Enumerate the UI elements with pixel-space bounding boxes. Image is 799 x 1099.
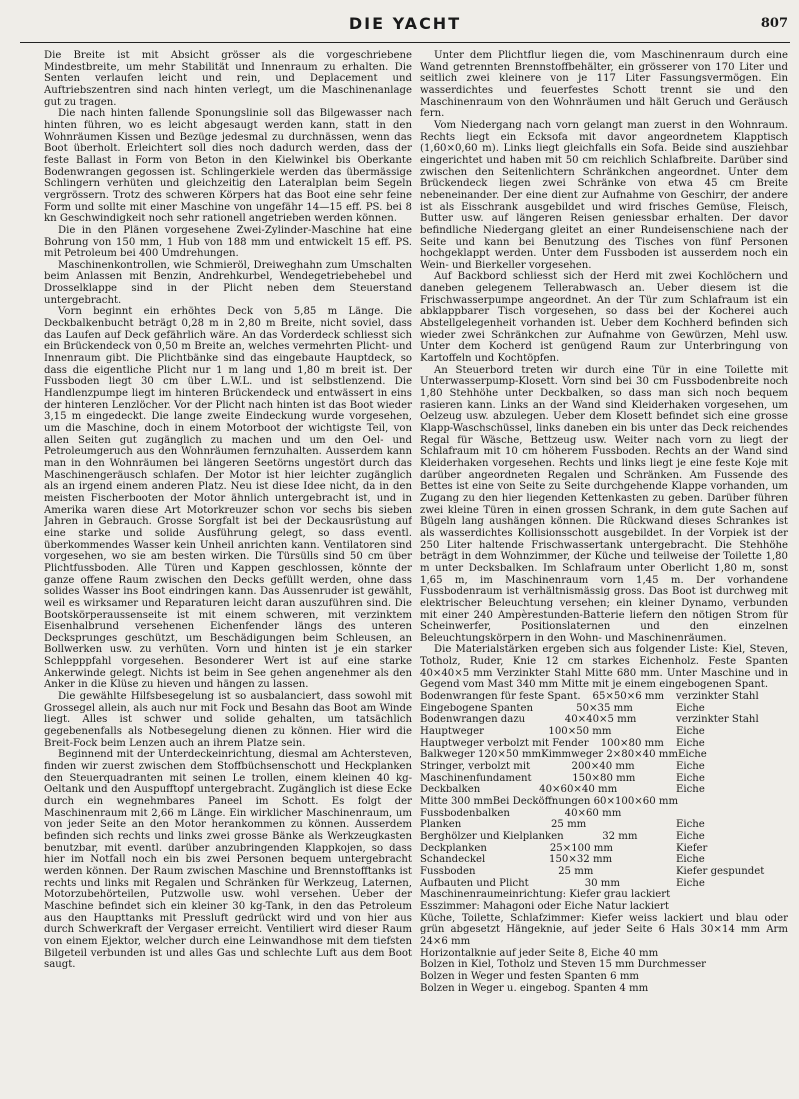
spec-material: Eiche [676,784,705,796]
body-paragraph: Die in den Plänen vorgesehene Zwei-Zylinder-Maschine hat eine Bohrung von 150 mm, 1 Hub von 188 mm und entwickelt 15 eff. PS. mit Petroleum bei 400 Umdrehungen. [44,224,412,260]
body-paragraph: Vorn beginnt ein erhöhtes Deck von 5,85 m Länge. Die Deckbalkenbucht beträgt 0,28 m in 2,80 m Breite, nicht soviel, dass das Laufen auf Deck gefährlich wäre. An das Vorderdeck schliesst sich ein Brückendeck von 0,50 m Breite an, welches vermehrten Plicht- und Innenraum gibt. Die Plichtbänke sind das eingebaute Hauptdeck, so dass die eigentliche Plicht nur 1 m lang und 1,80 m breit ist. Der Fussboden liegt 30 cm über L.W.L. und ist selbstlenzend. Die Handlenzpumpe liegt im hinteren Brückendeck und entwässert in eins der hinteren Lenzlöcher. Vor der Plicht nach hinten ist das Boot wieder 3,15 m eingedeckt. Die lange zweite Eindeckung wurde vorgesehen, um die Maschine, doch in einem Motorboot der wichtigste Teil, von allen Seiten gut zugänglich zu machen und um den Oel- und Petroleumgeruch aus den Wohnräumen fernzuhalten. Ausserdem kann man in den Wohnräumen bei längeren Seetörns ungestört durch das Maschinengeräusch schlafen. Der Motor ist hier leichter zugänglich als an irgend einem anderen Platz. Neu ist diese Idee nicht, da in den meisten Fischerbooten der Motor ähnlich untergebracht ist, und in Amerika waren diese Art Motorkreuzer schon vor sechs bis sieben Jahren in Gebrauch. Grosse Sorgfalt ist bei der Deckausrüstung auf eine starke und solide Ausführung gelegt, so dass eventl. überkommendes Wasser kein Unheil anrichten kann. Ventilatoren sind vorgesehen, wo sie am besten wirken. Die Türsülls sind 50 cm über Plichtfussboden. Alle Türen und Kappen geschlossen, könnte der ganze offene Raum zwischen den Decks gefüllt werden, ohne dass solides Wasser ins Boot eindringen kann. Das Aussenruder ist gewählt, weil es wirksamer und Reparaturen leicht daran auszuführen sind. Die Bootskörperaussenseite ist mit einem schweren, mit verzinktem Eisenhalbrund versehenen Eichenfender längs des unteren Decksprunges geschützt, um Beschädigungen beim Schleusen, an Bollwerken usw. zu verhüten. Vorn und hinten ist je ein starker Schlepppfahl vorgesehen. Besonderer Wert ist auf eine starke Ankerwinde gelegt. Nichts ist beim in See gehen angenehmer als den Anker in die Klüse zu hieven und hängen zu lassen. [44,306,412,691]
spec-row [420,831,788,843]
body-paragraph: An Steuerbord treten wir durch eine Tür in eine Toilette mit Unterwasserpump-Klosett. Vorn sind bei 30 cm Fussbodenbreite noch 1,80 Stehhöhe unter Deckbalken, so dass man sich noch bequem rasieren kann. Links an der Wand sind Kleiderhaken vorgesehen, um Oelzeug usw. abzulegen. Ueber dem Klosett befindet sich eine grosse Klapp-Waschschüssel, links daneben ein bis unter das Deck reichendes Regal für Wäsche, Bettzeug usw. Weiter nach vorn zu liegt der Schlafraum mit 10 cm höherem Fussboden. Rechts an der Wand sind Kleiderhaken vorgesehen. Rechts und links liegt je eine feste Koje mit darüber angeordneten Regalen und Schränken. Am Fussende des Bettes ist eine von Seite zu Seite durchgehende Klappe vorhanden, um Zugang zu den hier liegenden Kettenkasten zu geben. Darüber führen zwei kleine Türen in einen grossen Schrank, in dem gute Sachen auf Bügeln lang aushängen können. Die Rückwand dieses Schrankes ist als wasserdichtes Kollisionsschott ausgebildet. In der Vorpiek ist der 250 Liter haltende Frischwassertank untergebracht. Die Stehhöhe beträgt in dem Wohnzimmer, der Küche und teilweise der Toilette 1,80 m unter Decksbalken. Im Schlafraum unter Oberlicht 1,80 m, sonst 1,65 m, im Maschinenraum vorn 1,45 m. Der vorhandene Fussbodenraum ist verhältnismässig gross. Das Boot ist durchweg mit elektrischer Beleuchtung versehen; ein kleiner Dynamo, verbunden mit einer 240 Ampèrestunden-Batterie liefern den nötigen Strom für Scheinwerfer, Positionslaternen und den einzelnen Beleuchtungskörpern in den Wohn- und Maschinenräumen. [420,364,788,644]
material-spec-list [420,691,788,889]
spec-label: Berghölzer und Kielplanken [420,830,564,842]
spec-material [678,796,788,808]
body-paragraph: Maschinenkontrollen, wie Schmieröl, Dreiweghahn zum Umschalten beim Anlassen mit Benzin, Andrehkurbel, Wendegetriebehebel und Drosselklappe sind in der Plicht neben dem Steuerstand untergebracht. [44,259,412,306]
body-paragraph: Die nach hinten fallende Sponungslinie soll das Bilgewasser nach hinten führen, wo es leicht abgesaugt werden kann, statt in den Wohnräumen Kissen und Bezüge jedesmal zu durchnässen, wenn das Boot überholt. Erleichtert soll dies noch dadurch werden, dass der feste Ballast in Form von Beton in den Kielwinkel bis Oberkante Bodenwrangen gegossen ist. Schlingerkiele werden das übermässige Schlingern verhüten und gleichzeitig den Lateralplan beim Segeln vergrössern. Trotz des schweren Körpers hat das Boot eine sehr feine Form und sollte mit einer Maschine von ungefähr 14—15 eff. PS. bei 8 kn Geschwindigkeit noch sehr rationell angetrieben werden können. [44,108,412,225]
interior-finish-list [420,889,788,994]
spec-value: 100×50 mm [548,726,612,738]
spec-value: 40×40×5 mm [564,714,637,726]
spec-row [420,714,788,726]
spec-label: Fussbodenbalken [420,807,510,819]
spec-label: Deckplanken [420,842,487,854]
body-paragraph: Unter dem Plichtflur liegen die, vom Maschinenraum durch eine Wand getrennten Brennstoffbehälter, ein grösserer von 170 Liter und seitlich zwei kleinere von je 117 Liter Fassungsvermögen. Ein wasserdichtes und feuerfestes Schott trennt sie und den Maschinenraum von den Wohnräumen und hält Geruch und Geräusch fern. [420,50,788,120]
spec-label: Bodenwrangen für feste Spant. [420,691,581,703]
spec-material: Eiche [675,737,705,749]
spec-label: Aufbauten und Plicht [420,877,529,889]
spec-value: 30 mm [584,877,621,889]
spec-value: 25 mm [550,819,587,831]
spec-value: 100×80 mm [600,737,664,749]
finish-line: Horizontalknie auf jeder Seite 8, Eiche 40 mm [420,947,659,959]
spec-material: Eiche [676,877,705,889]
spec-material: Kiefer gespundet [675,865,765,877]
spec-value: 25 mm [558,865,594,877]
spec-label: Stringer, verbolzt mit [420,761,531,773]
spec-value: 65×50×6 mm [592,691,665,703]
spec-value: 25×100 mm [549,842,613,854]
spec-label: Planken [420,819,462,831]
spec-row [420,726,788,738]
spec-value: 200×40 mm [571,761,635,773]
spec-value: Kimmweger 2×80×40 mm [541,749,678,761]
left-column [44,50,412,1090]
spec-material: Eiche [677,749,707,761]
spec-value: 32 mm [602,830,638,842]
spec-row [420,866,788,878]
spec-row [420,703,788,715]
spec-material: Eiche [675,702,705,714]
spec-label: Fussboden [420,865,476,877]
spec-material: Eiche [676,772,705,784]
spec-material: Kiefer [676,842,708,854]
spec-material: Eiche [675,761,705,773]
spec-material: Eiche [675,819,705,831]
spec-row [420,738,788,750]
spec-row [420,749,788,761]
finish-line: Maschinenraumeinrichtung: Kiefer grau lackiert [420,889,671,901]
spec-row [420,796,788,808]
body-paragraph: Die Materialstärken ergeben sich aus folgender Liste: Kiel, Steven, Totholz, Ruder, Knie 12 cm starkes Eichenholz. Feste Spanten 40×40×5 mm Verzinkter Stahl Mitte 680 mm. Unter Maschine und in Gegend vom Mast 340 mm Mitte mit je einem eingebogenen Spant. [420,644,788,691]
right-body-text [420,50,788,691]
spec-row [420,784,788,796]
spec-material [676,808,788,820]
body-paragraph: Auf Backbord schliesst sich der Herd mit zwei Kochlöchern und daneben gelegenem Tellerabwasch an. Ueber diesem ist die Frischwasserpumpe angeordnet. An der Tür zum Schlafraum ist ein abklappbarer Tisch vorgesehen, so dass bei der Kocherei auch Abstellgelegenheit vorhanden ist. Ueber dem Kochherd befinden sich wieder zwei Schränkchen zur Aufnahme von Gewürzen, Mehl usw. Unter dem Kocherd ist genügend Raum zur Unterbringung von Kartoffeln und Kochtöpfen. [420,271,788,365]
finish-line: Bolzen in Weger u. eingebog. Spanten 4 mm [420,982,649,994]
page-number: 807 [760,16,788,31]
spec-value: 40×60 mm [564,807,622,819]
spec-label: Hauptweger verbolzt mit Fender [420,737,589,749]
spec-material: verzinkter Stahl [675,691,759,703]
spec-label: Balkweger 120×50 mm [420,749,542,761]
spec-label: Eingebogene Spanten [420,702,533,714]
finish-line: Küche, Toilette, Schlafzimmer: Kiefer weiss lackiert und blau oder grün abgesetzt Hängeknie, auf jeder Seite 6 Hals 30×14 mm Arm 24×6 mm [420,912,788,947]
spec-label: Hauptweger [420,726,484,738]
body-paragraph: Vom Niedergang nach vorn gelangt man zuerst in den Wohnraum. Rechts liegt ein Ecksofa mit davor angeordnetem Klapptisch (1,60×0,60 m). Links liegt gleichfalls ein Sofa. Beide sind ausziehbar eingerichtet und haben mit 50 cm reichlich Schlafbreite. Darüber sind zwischen den Seitenlichtern Schränkchen angeordnet. Unter dem Brückendeck liegen zwei Schränke von etwa 45 cm Breite nebeneinander. Der eine dient zur Aufnahme von Geschirr, der andere ist als Eisschrank ausgebildet und wird frisches Gemüse, Fleisch, Butter usw. auf längeren Reisen geniessbar erhalten. Der davor befindliche Niedergang gleitet an einer Rundeisenschiene nach der Seite und kann bei Benutzung des Tisches von fünf Personen hochgeklappt werden. Unter dem Fussboden ist ausserdem noch ein Wein- und Bierkeller vorgesehen. [420,119,788,271]
spec-label: Bodenwrangen dazu [420,714,526,726]
spec-row [420,808,788,820]
body-paragraph: Die Breite ist mit Absicht grösser als die vorgeschriebene Mindestbreite, um mehr Stabilität und Innenraum zu erhalten. Die Senten verlaufen leicht und rein, und Deplacement und Auftriebszentren sind nach hinten verlegt, um die Maschinenanlage gut zu tragen. [44,50,412,108]
body-paragraph: Die gewählte Hilfsbesegelung ist so ausbalanciert, dass sowohl mit Grossegel allein, als auch nur mit Fock und Besahn das Boot am Winde liegt. Alles ist schwer und solide gehalten, um tatsächlich gegebenenfalls als Notbesegelung dienen zu können. Hier wird die Breit-Fock beim Lenzen auch an ihrem Platze sein. [44,691,412,749]
spec-label: Deckbalken [420,784,481,796]
spec-material: verzinkter Stahl [675,714,759,726]
spec-row [420,843,788,855]
spec-value: 50×35 mm [576,702,633,714]
spec-row [420,761,788,773]
spec-label: Schandeckel [420,854,486,866]
finish-line: Bolzen in Weger und festen Spanten 6 mm [420,970,640,982]
spec-row [420,854,788,866]
spec-row [420,878,788,890]
right-column [420,50,788,1090]
spec-label: Maschinenfundament [420,772,532,784]
spec-value: 150×80 mm [572,772,636,784]
finish-line: Bolzen in Kiel, Totholz und Steven 15 mm Durchmesser [420,959,707,971]
running-title: DIE YACHT [348,14,462,33]
spec-row [420,773,788,785]
spec-material: Eiche [675,726,705,738]
spec-value: 40×60×40 mm [539,784,618,796]
body-paragraph: Beginnend mit der Unterdeckeinrichtung, diesmal am Achtersteven, finden wir zuerst zwischen dem Stoffbüchsenschott und Heckplanken den Steuerquadranten mit seinen Le trollen, einem kleinen 40 kg-Oeltank und den Auspufftopf untergebracht. Zugänglich ist diese Ecke durch ein wegnehmbares Paneel im Schott. Es folgt der Maschinenraum mit 2,66 m Länge. Ein wirklicher Maschinenraum, um von jeder Seite an den Motor herankommen zu können. Ausserdem befinden sich rechts und links zwei grosse Bänke als Werkzeugkasten benutzbar, mit eventl. darüber anzubringenden Klappkojen, so dass hier im Notfall noch ein bis zwei Personen bequem untergebracht werden können. Der Raum zwischen Maschine und Brennstofftanks ist rechts und links mit Regalen und Schränken für Werkzeug, Laternen, Motorzubehörteilen, Putzwolle usw. wohl versehen. Ueber der Maschine befindet sich ein kleiner 30 kg-Tank, in den das Petroleum aus den Haupttanks mit Pressluft gedrückt wird und von hier aus durch Schwerkraft der Vergaser erreicht. Ventiliert wird dieser Raum von einem Ejektor, welcher durch eine Leinwandhose mit dem tiefsten Bilgeteil verbunden ist und alles Gas und schlechte Luft aus dem Boot saugt. [44,749,412,971]
spec-label: Mitte 300 mm [420,796,493,807]
page-header [20,10,790,43]
spec-material: Eiche [675,830,705,842]
spec-material: Eiche [675,854,705,866]
spec-row [420,819,788,831]
finish-line: Esszimmer: Mahagoni oder Eiche Natur lackiert [420,900,669,912]
spec-value: 150×32 mm [549,854,613,866]
spec-value: Bei Decköffnungen 60×100×60 mm [492,796,679,807]
spec-row [420,691,788,703]
